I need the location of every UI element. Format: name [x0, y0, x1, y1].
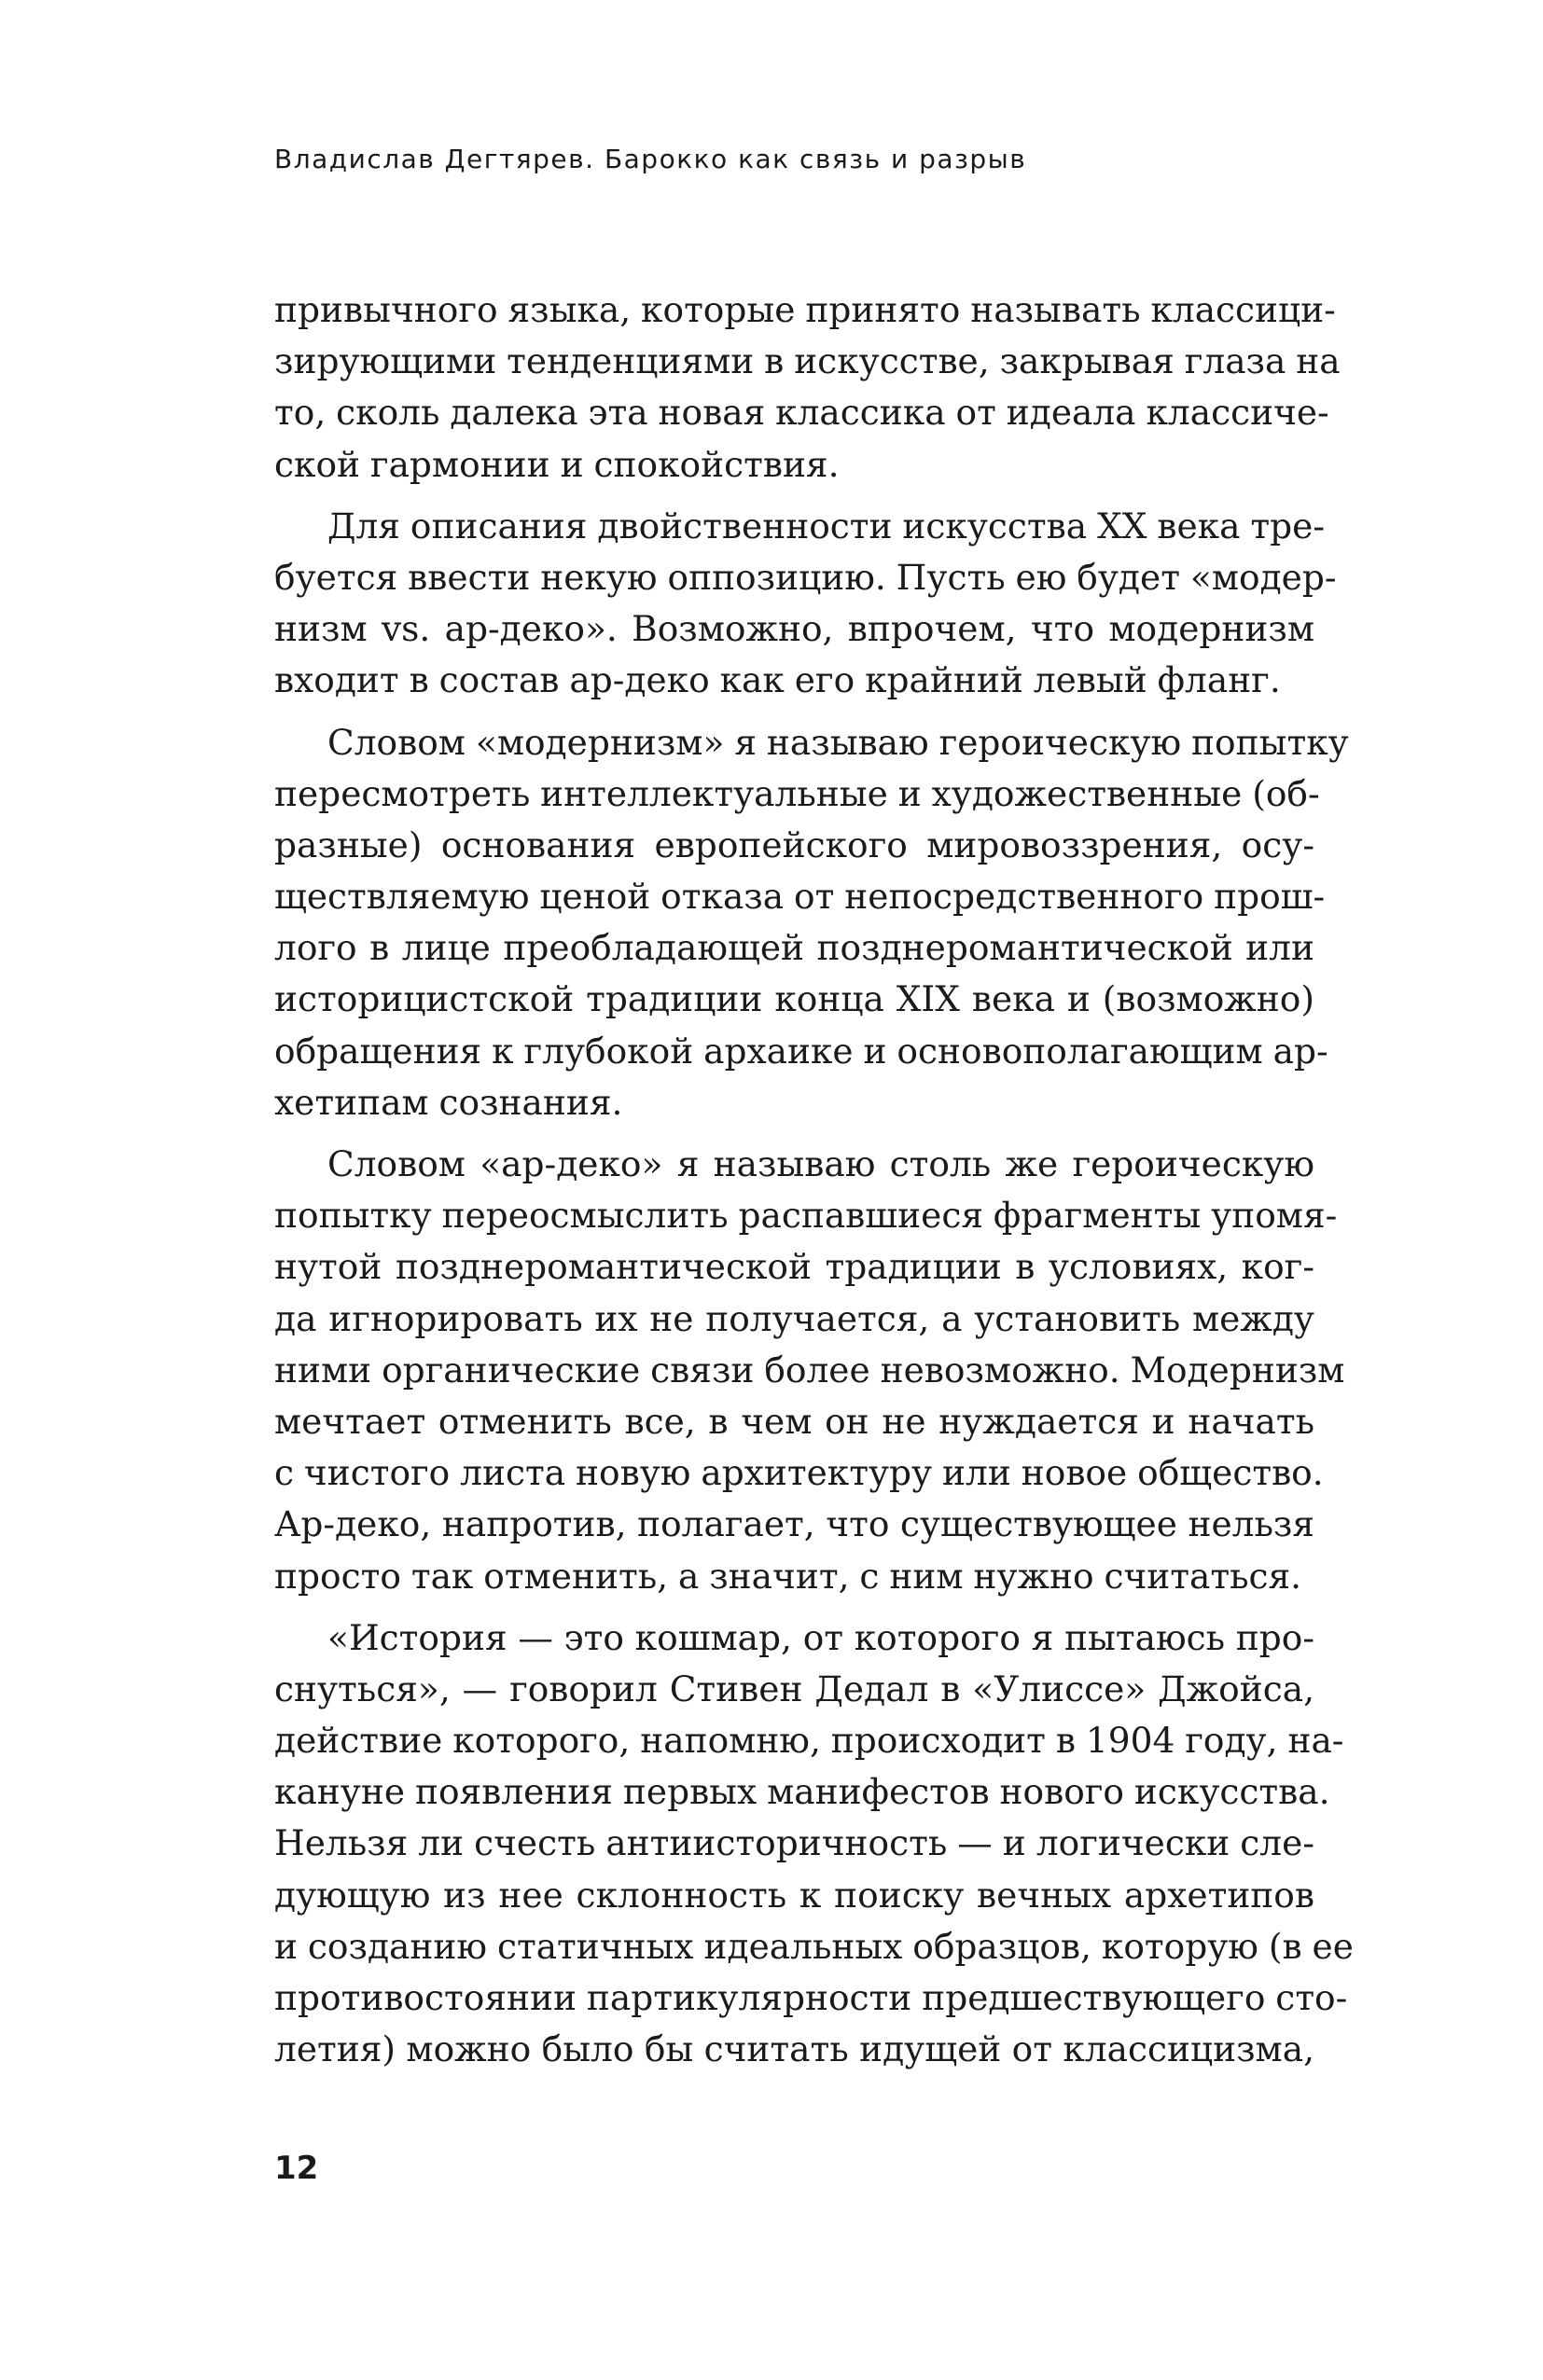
- text-line: Словом «ар-деко» я называю столь же героическую: [327, 1143, 1314, 1184]
- text-line: историцистской традиции конца XIX века и (возможно): [274, 978, 1314, 1020]
- running-header: Владислав Дегтярев. Барокко как связь и разрыв: [274, 144, 1027, 174]
- text-line: Нельзя ли счесть антиисторичность — и логически сле-: [274, 1822, 1314, 1864]
- text-line: да игнорировать их не получается, а установить между: [274, 1297, 1314, 1339]
- paragraph-2: [274, 501, 1337, 707]
- text-line: просто так отменить, а значит, с ним нужно считаться.: [274, 1555, 1302, 1597]
- text-line: попытку переосмыслить распавшиеся фрагменты упомя-: [274, 1195, 1338, 1237]
- text-line: хетипам сознания.: [274, 1081, 623, 1123]
- paragraph-5: [274, 1612, 1354, 2076]
- paragraph-gap: [274, 1602, 1314, 1612]
- text-line: «История — это кошмар, от которого я пытаюсь про-: [327, 1616, 1314, 1658]
- paragraph-gap: [274, 707, 1314, 717]
- text-line: кануне появления первых манифестов нового искусства.: [274, 1771, 1330, 1813]
- text-line: снуться», — говорил Стивен Дедал в «Улиссе» Джойса,: [274, 1667, 1314, 1709]
- text-line: ской гармонии и спокойствия.: [274, 443, 840, 485]
- text-line: Ар-деко, напротив, полагает, что существующее нельзя: [274, 1503, 1314, 1545]
- body-text: [274, 284, 1354, 2075]
- text-line: действие которого, напомню, происходит в 1904 году, на-: [274, 1720, 1344, 1762]
- text-line: зирующими тенденциями в искусстве, закрывая глаза на: [274, 340, 1341, 382]
- paragraph-gap: [274, 1128, 1314, 1139]
- text-line: буется ввести некую оппозицию. Пусть ею будет «модер-: [274, 556, 1337, 598]
- text-line: дующую из нее склонность к поиску вечных архетипов: [274, 1874, 1314, 1916]
- text-line: лого в лице преобладающей позднеромантической или: [274, 927, 1314, 969]
- text-line: нутой позднеромантической традиции в условиях, ког-: [274, 1246, 1314, 1288]
- text-line: пересмотреть интеллектуальные и художественные (об-: [274, 772, 1320, 814]
- text-line: летия) можно было бы считать идущей от классицизма,: [274, 2028, 1314, 2070]
- text-line: мечтает отменить все, в чем он не нуждается и начать: [274, 1400, 1314, 1442]
- text-line: противостоянии партикулярности предшествующего сто-: [274, 1977, 1348, 2018]
- text-line: и созданию статичных идеальных образцов, которую (в ее: [274, 1925, 1354, 1967]
- text-line: ними органические связи более невозможно. Модернизм: [274, 1349, 1345, 1391]
- text-line: ществляемую ценой отказа от непосредственного прош-: [274, 876, 1326, 918]
- paragraph-3: [274, 717, 1349, 1129]
- text-line: привычного языка, которые принято называть классици-: [274, 289, 1336, 330]
- paragraph-4: [274, 1139, 1345, 1602]
- text-line: то, сколь далека эта новая классика от идеала классиче-: [274, 392, 1329, 434]
- text-line: входит в состав ар-деко как его крайний левый фланг.: [274, 659, 1281, 701]
- paragraph-1: [274, 284, 1341, 491]
- page-number: 12: [274, 2150, 319, 2187]
- text-line: Словом «модернизм» я называю героическую попытку: [327, 721, 1349, 763]
- paragraph-gap: [274, 491, 1314, 501]
- text-line: разные) основания европейского мировоззрения, осу-: [274, 823, 1314, 865]
- text-line: обращения к глубокой архаике и основополагающим ар-: [274, 1030, 1328, 1072]
- text-line: с чистого листа новую архитектуру или новое общество.: [274, 1452, 1324, 1494]
- text-line: Для описания двойственности искусства XX века тре-: [327, 505, 1326, 547]
- text-line: низм vs. ар-деко». Возможно, впрочем, что модернизм: [274, 608, 1314, 650]
